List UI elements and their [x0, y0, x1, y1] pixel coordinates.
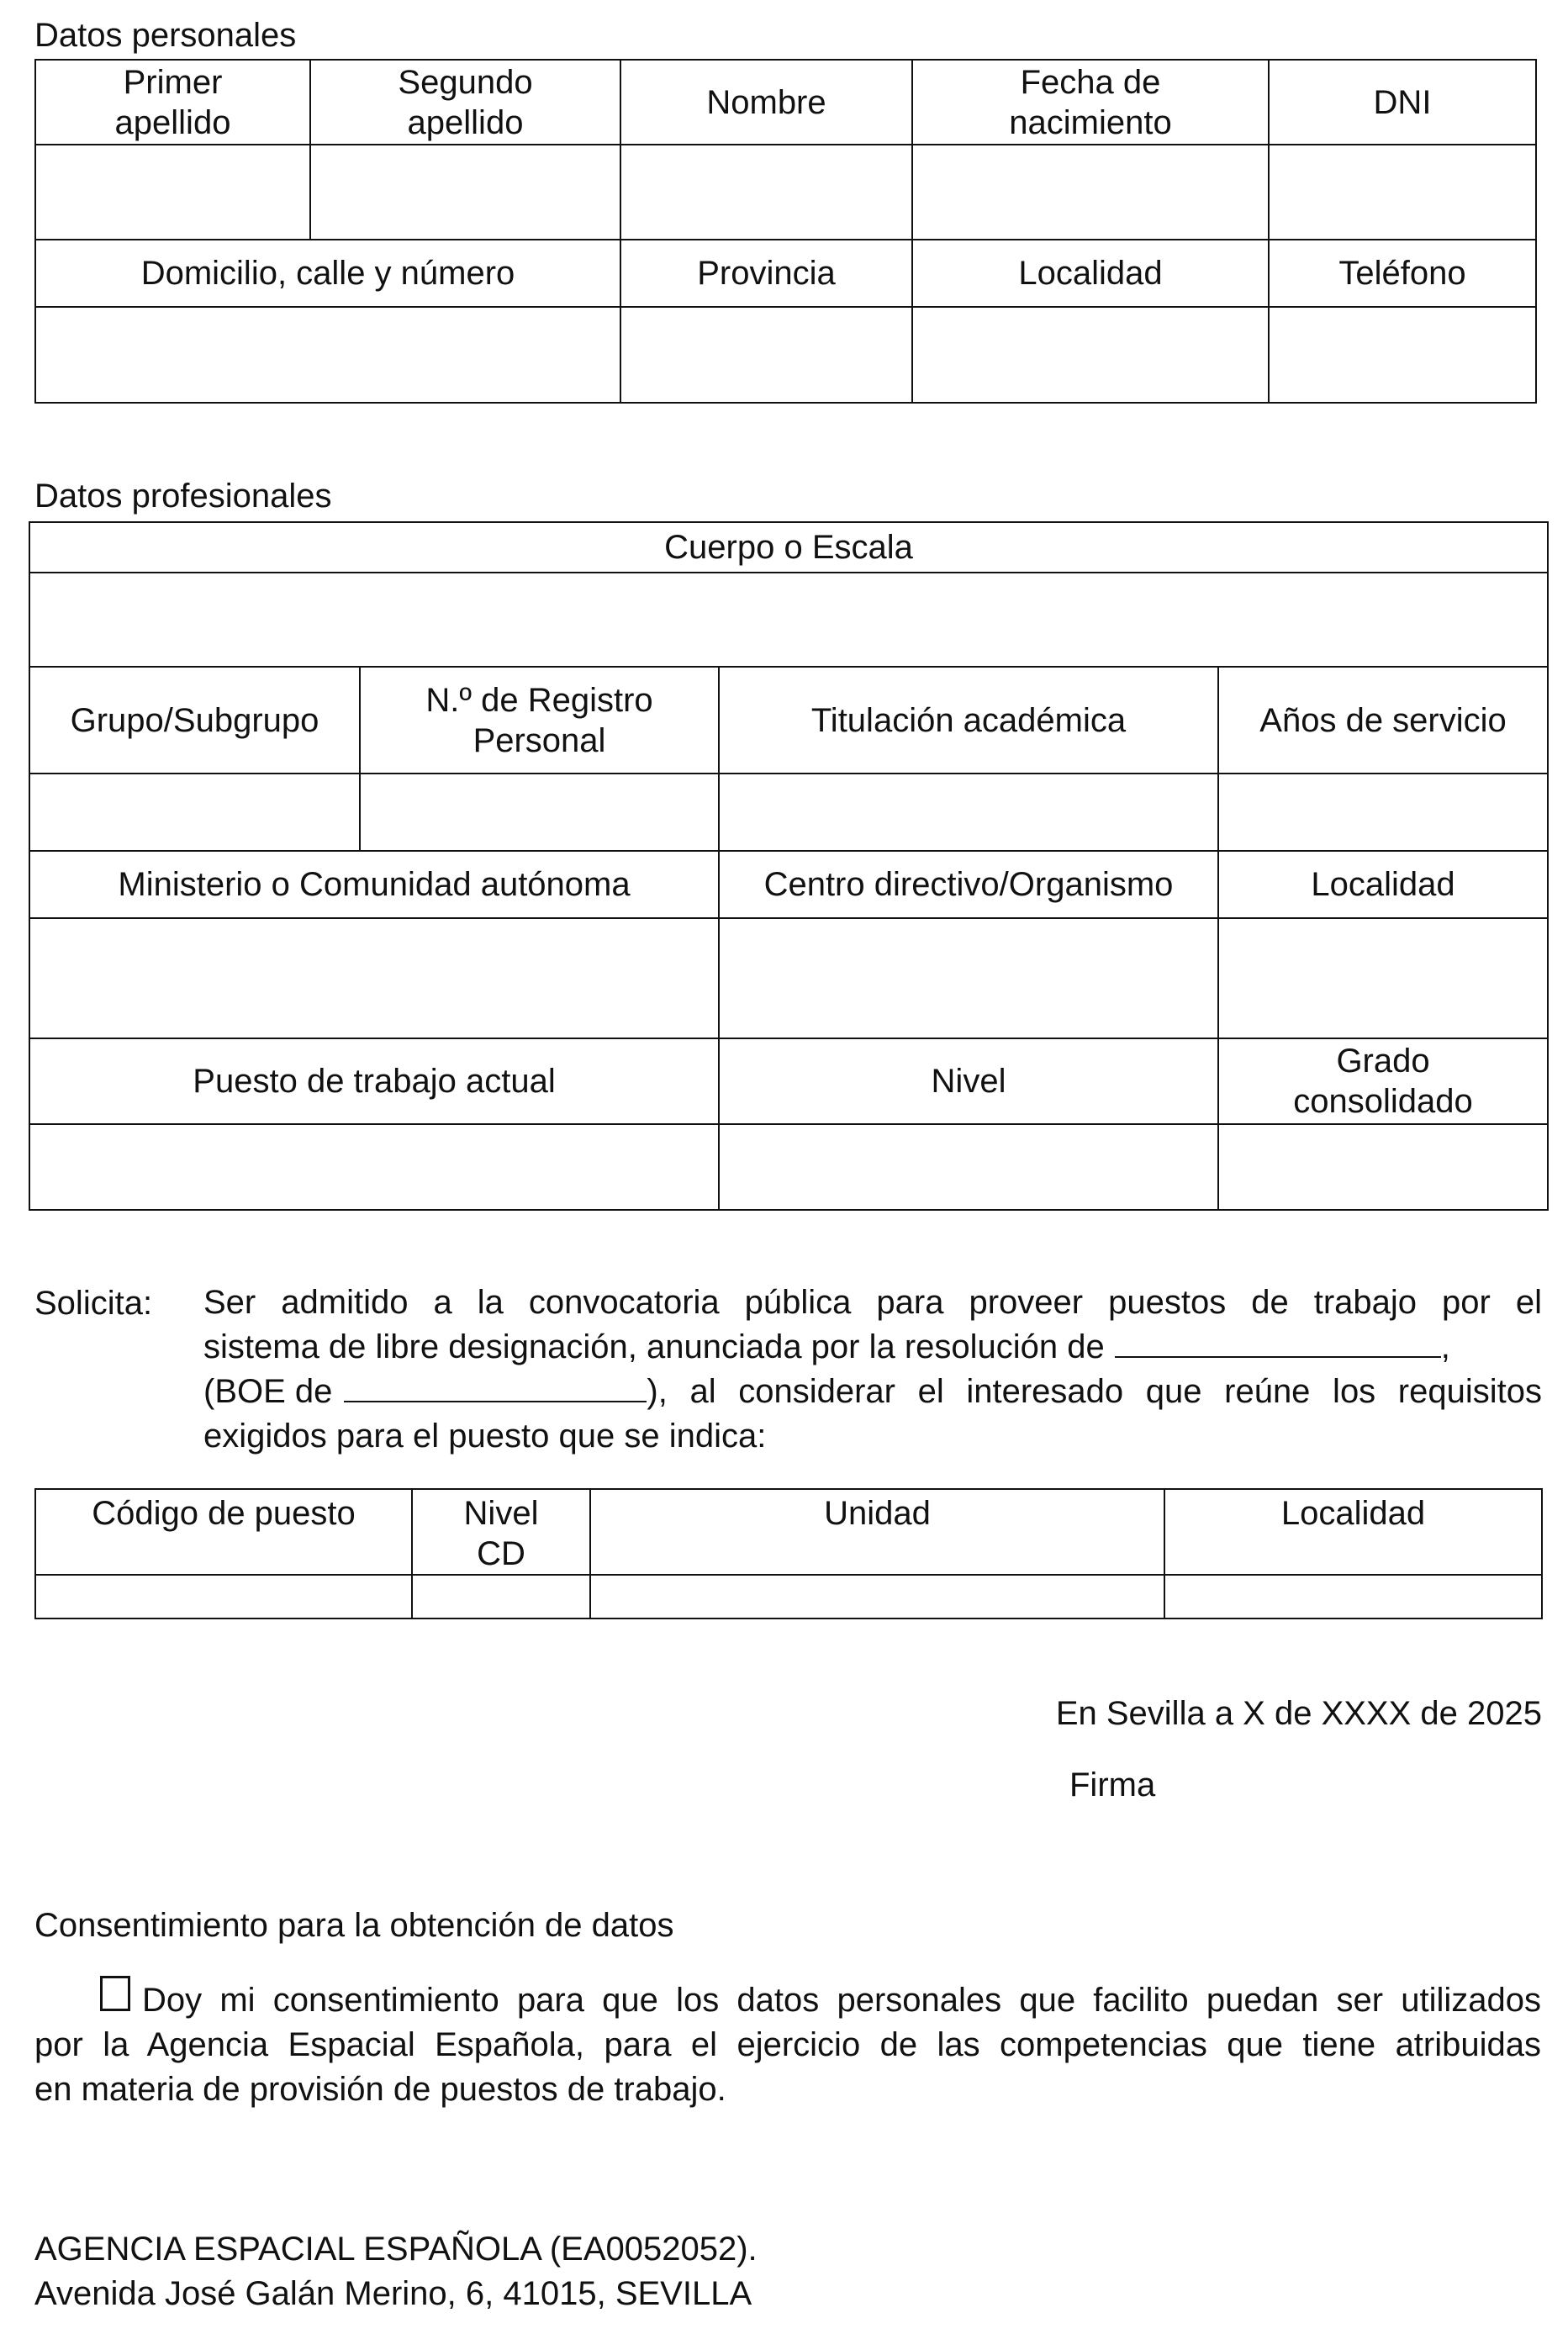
field-cuerpo-escala[interactable] [29, 573, 1548, 667]
header-telefono: Teléfono [1269, 240, 1536, 307]
resolution-date-blank[interactable] [1115, 1326, 1441, 1358]
request-line-4: exigidos para el puesto que se indica: [203, 1418, 767, 1455]
header-codigo-puesto: Código de puesto [35, 1489, 412, 1575]
field-registro-personal[interactable] [360, 774, 719, 851]
request-label: Solicita: [34, 1285, 153, 1322]
field-unidad[interactable] [590, 1575, 1164, 1618]
field-domicilio[interactable] [35, 307, 620, 403]
field-fecha-nacimiento[interactable] [912, 145, 1269, 240]
field-nivel[interactable] [719, 1124, 1218, 1210]
field-codigo-puesto[interactable] [35, 1575, 412, 1618]
header-primer-apellido: Primer apellido [35, 60, 310, 145]
consent-line-1 [34, 1976, 1541, 2023]
header-cuerpo-escala: Cuerpo o Escala [29, 522, 1548, 573]
consent-title: Consentimiento para la obtención de datos [34, 1907, 674, 1944]
field-localidad-puesto[interactable] [1164, 1575, 1542, 1618]
request-line-2 [203, 1325, 1542, 1370]
field-primer-apellido[interactable] [35, 145, 310, 240]
request-line-3-text-a: (BOE de [203, 1373, 333, 1410]
consent-line-2: por la Agencia Espacial Española, para el ejercicio de las competencias que tiene atribuidas [34, 2026, 1541, 2063]
consent-line-3: en materia de provisión de puestos de trabajo. [34, 2071, 726, 2108]
header-anos-servicio: Años de servicio [1218, 667, 1548, 774]
header-grado-consolidado: Grado consolidado [1218, 1038, 1548, 1124]
header-titulacion: Titulación académica [719, 667, 1218, 774]
professional-data-table [29, 521, 1549, 1211]
header-segundo-apellido: Segundo apellido [310, 60, 620, 145]
field-telefono[interactable] [1269, 307, 1536, 403]
consent-checkbox[interactable] [100, 1976, 130, 2011]
field-nivel-cd[interactable] [412, 1575, 590, 1618]
header-provincia: Provincia [620, 240, 912, 307]
request-line-3-text-b: ), al considerar el interesado que reúne los requisitos [647, 1373, 1542, 1410]
header-unidad: Unidad [590, 1489, 1164, 1575]
header-puesto-actual: Puesto de trabajo actual [29, 1038, 719, 1124]
header-nivel-cd: Nivel CD [412, 1489, 590, 1575]
personal-data-table [34, 59, 1537, 404]
request-paragraph [203, 1281, 1542, 1459]
header-localidad-prof: Localidad [1218, 851, 1548, 918]
field-ministerio[interactable] [29, 918, 719, 1038]
request-line-1: Ser admitido a la convocatoria pública para proveer puestos de trabajo por el [203, 1284, 1542, 1321]
field-dni[interactable] [1269, 145, 1536, 240]
header-registro-personal: N.º de Registro Personal [360, 667, 719, 774]
request-line-2-comma: , [1440, 1328, 1450, 1365]
signature-label: Firma [1069, 1766, 1156, 1803]
post-table [34, 1488, 1543, 1619]
header-localidad-puesto: Localidad [1164, 1489, 1542, 1575]
field-titulacion[interactable] [719, 774, 1218, 851]
header-localidad: Localidad [912, 240, 1269, 307]
professional-section-title: Datos profesionales [34, 478, 332, 515]
consent-line-1-text: Doy mi consentimiento para que los datos personales que facilito puedan ser utilizados [142, 1982, 1541, 2019]
place-date: En Sevilla a X de XXXX de 2025 [1055, 1695, 1542, 1732]
field-grado-consolidado[interactable] [1218, 1124, 1548, 1210]
footer-address: Avenida José Galán Merino, 6, 41015, SEVILLA [34, 2275, 752, 2312]
field-centro-directivo[interactable] [719, 918, 1218, 1038]
header-nivel: Nivel [719, 1038, 1218, 1124]
header-nombre: Nombre [620, 60, 912, 145]
header-domicilio: Domicilio, calle y número [35, 240, 620, 307]
field-anos-servicio[interactable] [1218, 774, 1548, 851]
header-ministerio: Ministerio o Comunidad autónoma [29, 851, 719, 918]
personal-section-title: Datos personales [34, 17, 297, 54]
consent-paragraph [34, 1976, 1541, 2112]
header-dni: DNI [1269, 60, 1536, 145]
field-provincia[interactable] [620, 307, 912, 403]
field-grupo-subgrupo[interactable] [29, 774, 360, 851]
request-line-2-text: sistema de libre designación, anunciada por la resolución de [203, 1328, 1105, 1365]
header-grupo-subgrupo: Grupo/Subgrupo [29, 667, 360, 774]
header-centro-directivo: Centro directivo/Organismo [719, 851, 1218, 918]
field-segundo-apellido[interactable] [310, 145, 620, 240]
field-localidad[interactable] [912, 307, 1269, 403]
field-localidad-prof[interactable] [1218, 918, 1548, 1038]
request-line-3 [203, 1370, 1542, 1414]
boe-date-blank[interactable] [344, 1370, 647, 1402]
field-nombre[interactable] [620, 145, 912, 240]
field-puesto-actual[interactable] [29, 1124, 719, 1210]
footer-agency: AGENCIA ESPACIAL ESPAÑOLA (EA0052052). [34, 2231, 758, 2268]
header-fecha-nacimiento: Fecha de nacimiento [912, 60, 1269, 145]
